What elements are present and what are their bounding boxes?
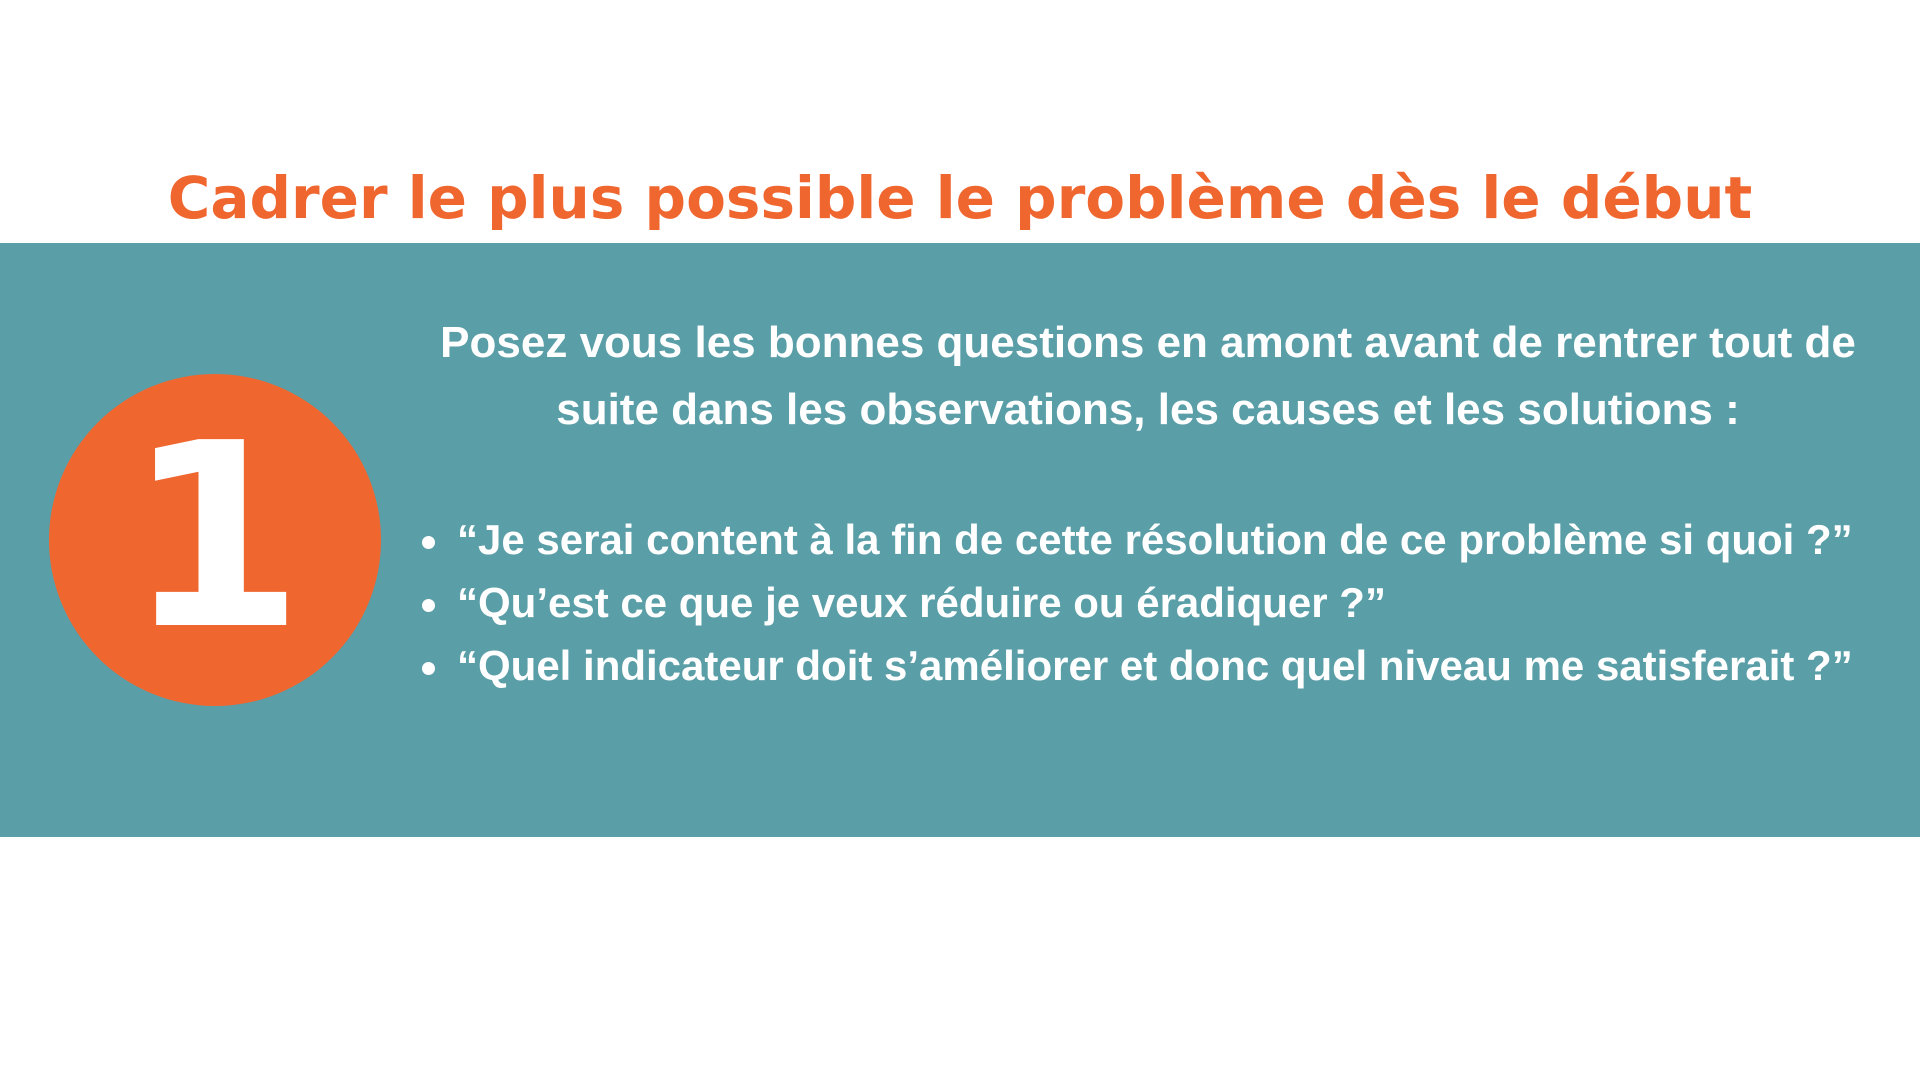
intro-text: Posez vous les bonnes questions en amont avant de rentrer tout de suite dans les observations, les causes et les solutions : (440, 318, 1856, 434)
content-band (0, 243, 1920, 837)
question-text: “Quel indicateur doit s’améliorer et donc quel niveau me satisferait ?” (457, 642, 1853, 689)
step-number-circle (49, 374, 381, 706)
page-title: Cadrer le plus possible le problème dès le début (167, 164, 1753, 232)
question-text: “Je serai content à la fin de cette résolution de ce problème si quoi ?” (457, 516, 1853, 563)
list-item (420, 571, 1900, 634)
bullet-icon (422, 662, 435, 675)
question-list (420, 508, 1900, 697)
step-number: 1 (126, 388, 304, 686)
list-item (420, 508, 1900, 571)
bullet-icon (422, 536, 435, 549)
bullet-icon (422, 599, 435, 612)
question-text: “Qu’est ce que je veux réduire ou éradiquer ?” (457, 579, 1386, 626)
list-item (420, 634, 1900, 697)
